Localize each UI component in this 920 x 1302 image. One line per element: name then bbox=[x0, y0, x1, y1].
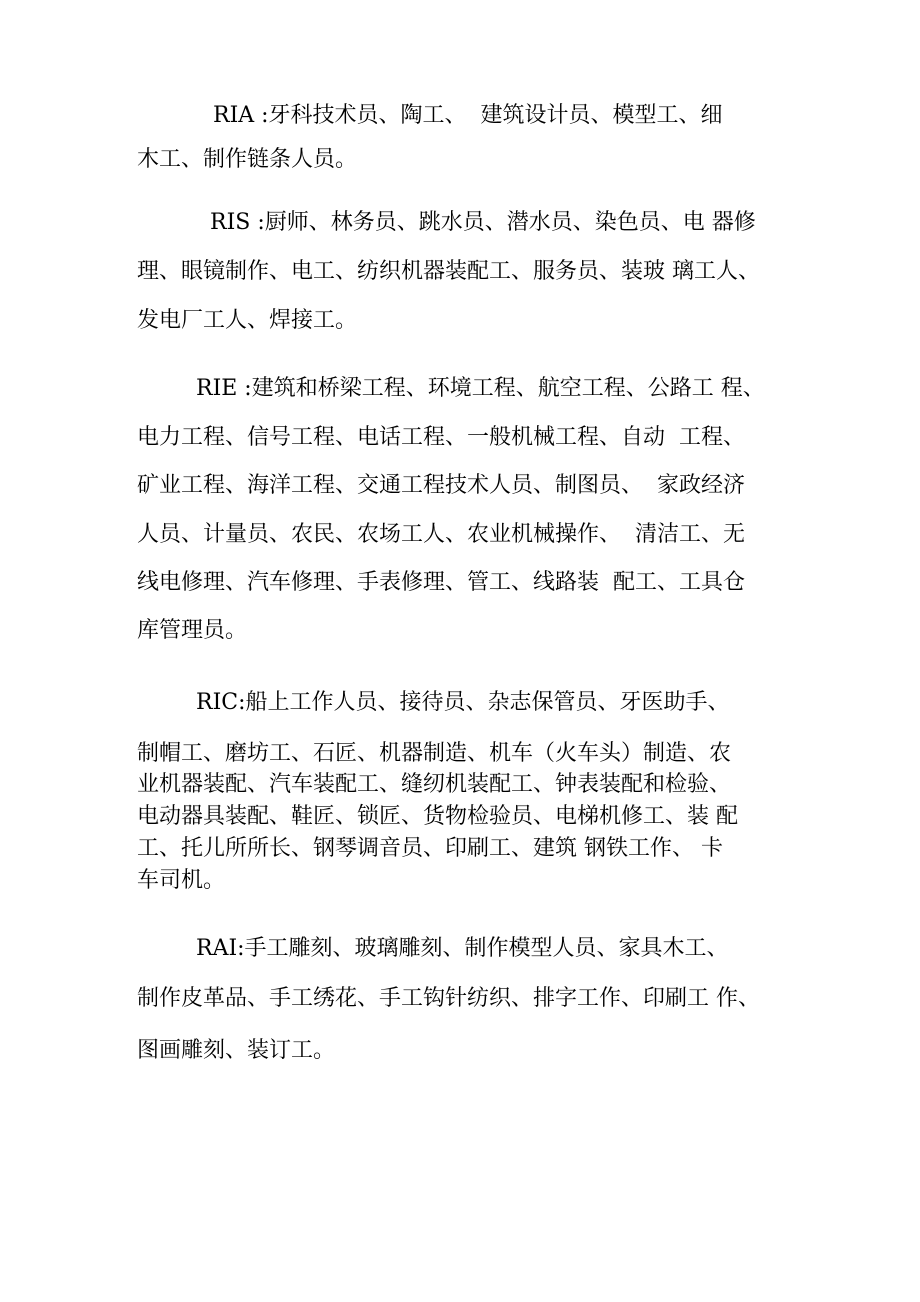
rai-line-3: 图画雕刻、装订工。 bbox=[137, 1038, 336, 1063]
rie-line-2: 电力工程、信号工程、电话工程、一般机械工程、自动 工程、 bbox=[137, 425, 745, 450]
ria-line-2: 木工、制作链条人员。 bbox=[137, 147, 358, 172]
ria-line-1: RIA :牙科技术员、陶工、 建筑设计员、模型工、细 bbox=[213, 103, 723, 128]
rie-line-6: 库管理员。 bbox=[137, 618, 248, 643]
ris-line-1: RIS :厨师、林务员、跳水员、潜水员、染色员、电 器修 bbox=[210, 210, 756, 235]
ric-line-5: 工、托儿所所长、钢琴调音员、印刷工、建筑 钢铁工作、 卡 bbox=[137, 836, 723, 861]
ric-line-2: 制帽工、磨坊工、石匠、机器制造、机车（火车头）制造、农 bbox=[137, 741, 732, 766]
ric-line-4: 电动器具装配、鞋匠、锁匠、货物检验员、电梯机修工、装 配 bbox=[137, 804, 738, 829]
rai-line-2: 制作皮革品、手工绣花、手工钩针纺织、排字工作、印刷工 作、 bbox=[137, 986, 760, 1011]
rie-line-5: 线电修理、汽车修理、手表修理、管工、线路装 配工、工具仓 bbox=[137, 570, 745, 595]
ric-line-1: RIC:船上工作人员、接待员、杂志保管员、牙医助手、 bbox=[196, 690, 730, 715]
rie-line-1: RIE :建筑和桥梁工程、环境工程、航空工程、公路工 程、 bbox=[196, 376, 765, 401]
ris-line-3: 发电厂工人、焊接工。 bbox=[137, 308, 358, 333]
rie-line-3: 矿业工程、海洋工程、交通工程技术人员、制图员、 家政经济 bbox=[137, 473, 745, 498]
ric-line-6: 车司机。 bbox=[137, 868, 226, 893]
ris-line-2: 理、眼镜制作、电工、纺织机器装配工、服务员、装玻 璃工人、 bbox=[137, 259, 760, 284]
rai-line-1: RAI:手工雕刻、玻璃雕刻、制作模型人员、家具木工、 bbox=[196, 936, 729, 961]
ric-line-3: 业机器装配、汽车装配工、缝纫机装配工、钟表装配和检验、 bbox=[137, 772, 732, 797]
rie-line-4: 人员、计量员、农民、农场工人、农业机械操作、 清洁工、无 bbox=[137, 522, 745, 547]
